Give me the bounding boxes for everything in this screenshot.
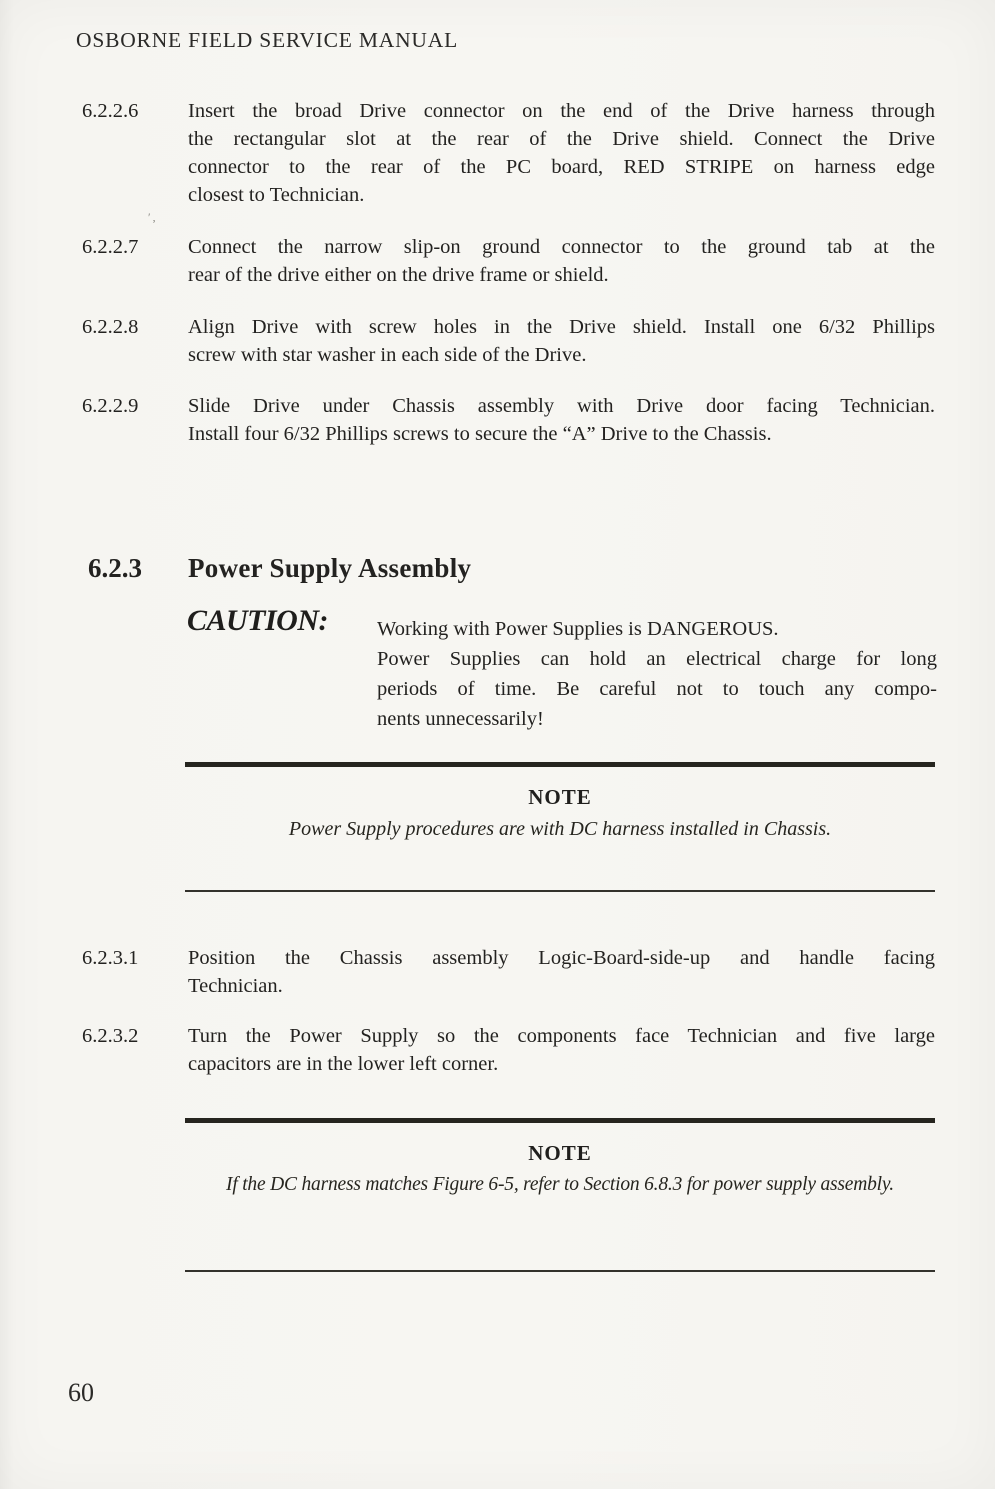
step-text-line: Align Drive with screw holes in the Drive shield. Install one 6/32 Phillips xyxy=(188,316,935,338)
note-text: If the DC harness matches Figure 6-5, refer to Section 6.8.3 for power supply assembly. xyxy=(226,1174,894,1195)
caution-text-line: Power Supplies can hold an electrical charge for long xyxy=(377,648,937,670)
section-number: 6.2.3 xyxy=(88,553,142,583)
step-text-line: Insert the broad Drive connector on the end of the Drive harness through xyxy=(188,100,935,122)
step-text-line: Connect the narrow slip-on ground connector to the ground tab at the xyxy=(188,236,935,258)
step-text-line: Technician. xyxy=(188,975,283,997)
note-box-dc-harness xyxy=(185,1118,935,1272)
note-text: Power Supply procedures are with DC harness installed in Chassis. xyxy=(288,818,832,840)
caution-text-line: nents unnecessarily! xyxy=(377,708,544,730)
step-text xyxy=(188,1022,935,1078)
note-box-power-supply xyxy=(185,762,935,892)
note-title: NOTE xyxy=(528,1141,592,1165)
caution-label: CAUTION: xyxy=(187,604,329,637)
step-text-line: capacitors are in the lower left corner. xyxy=(188,1053,499,1075)
step-number: 6.2.3.1 xyxy=(82,947,139,969)
step-text xyxy=(188,313,935,369)
scan-artifact-mark: ′, xyxy=(148,210,158,224)
step-number: 6.2.2.9 xyxy=(82,395,139,417)
caution-text-line: Working with Power Supplies is DANGEROUS. xyxy=(377,618,779,640)
step-number: 6.2.2.7 xyxy=(82,236,139,258)
step-number: 6.2.2.6 xyxy=(82,100,139,122)
step-text-line: Turn the Power Supply so the components face Technician and five large xyxy=(188,1025,935,1047)
step-number: 6.2.3.2 xyxy=(82,1025,139,1047)
caution-text xyxy=(377,614,937,734)
step-text xyxy=(188,944,935,1000)
step-text-line: closest to Technician. xyxy=(188,184,365,206)
section-title: Power Supply Assembly xyxy=(188,553,472,583)
step-text-line: the rectangular slot at the rear of the Drive shield. Connect the Drive xyxy=(188,128,935,150)
step-number: 6.2.2.8 xyxy=(82,316,139,338)
step-text xyxy=(188,233,935,289)
caution-text-line: periods of time. Be careful not to touch any compo- xyxy=(377,678,937,700)
note-title: NOTE xyxy=(528,785,592,809)
running-header: OSBORNE FIELD SERVICE MANUAL xyxy=(76,28,459,52)
step-text-line: screw with star washer in each side of the Drive. xyxy=(188,344,587,366)
step-text-line: rear of the drive either on the drive frame or shield. xyxy=(188,264,609,286)
step-text-line: Position the Chassis assembly Logic-Board-side-up and handle facing xyxy=(188,947,935,969)
step-text xyxy=(188,392,935,448)
step-text xyxy=(188,97,935,209)
page-number: 60 xyxy=(68,1378,94,1407)
step-text-line: Slide Drive under Chassis assembly with Drive door facing Technician. xyxy=(188,395,935,417)
step-text-line: Install four 6/32 Phillips screws to secure the “A” Drive to the Chassis. xyxy=(188,423,772,445)
step-text-line: connector to the rear of the PC board, RED STRIPE on harness edge xyxy=(188,156,935,178)
